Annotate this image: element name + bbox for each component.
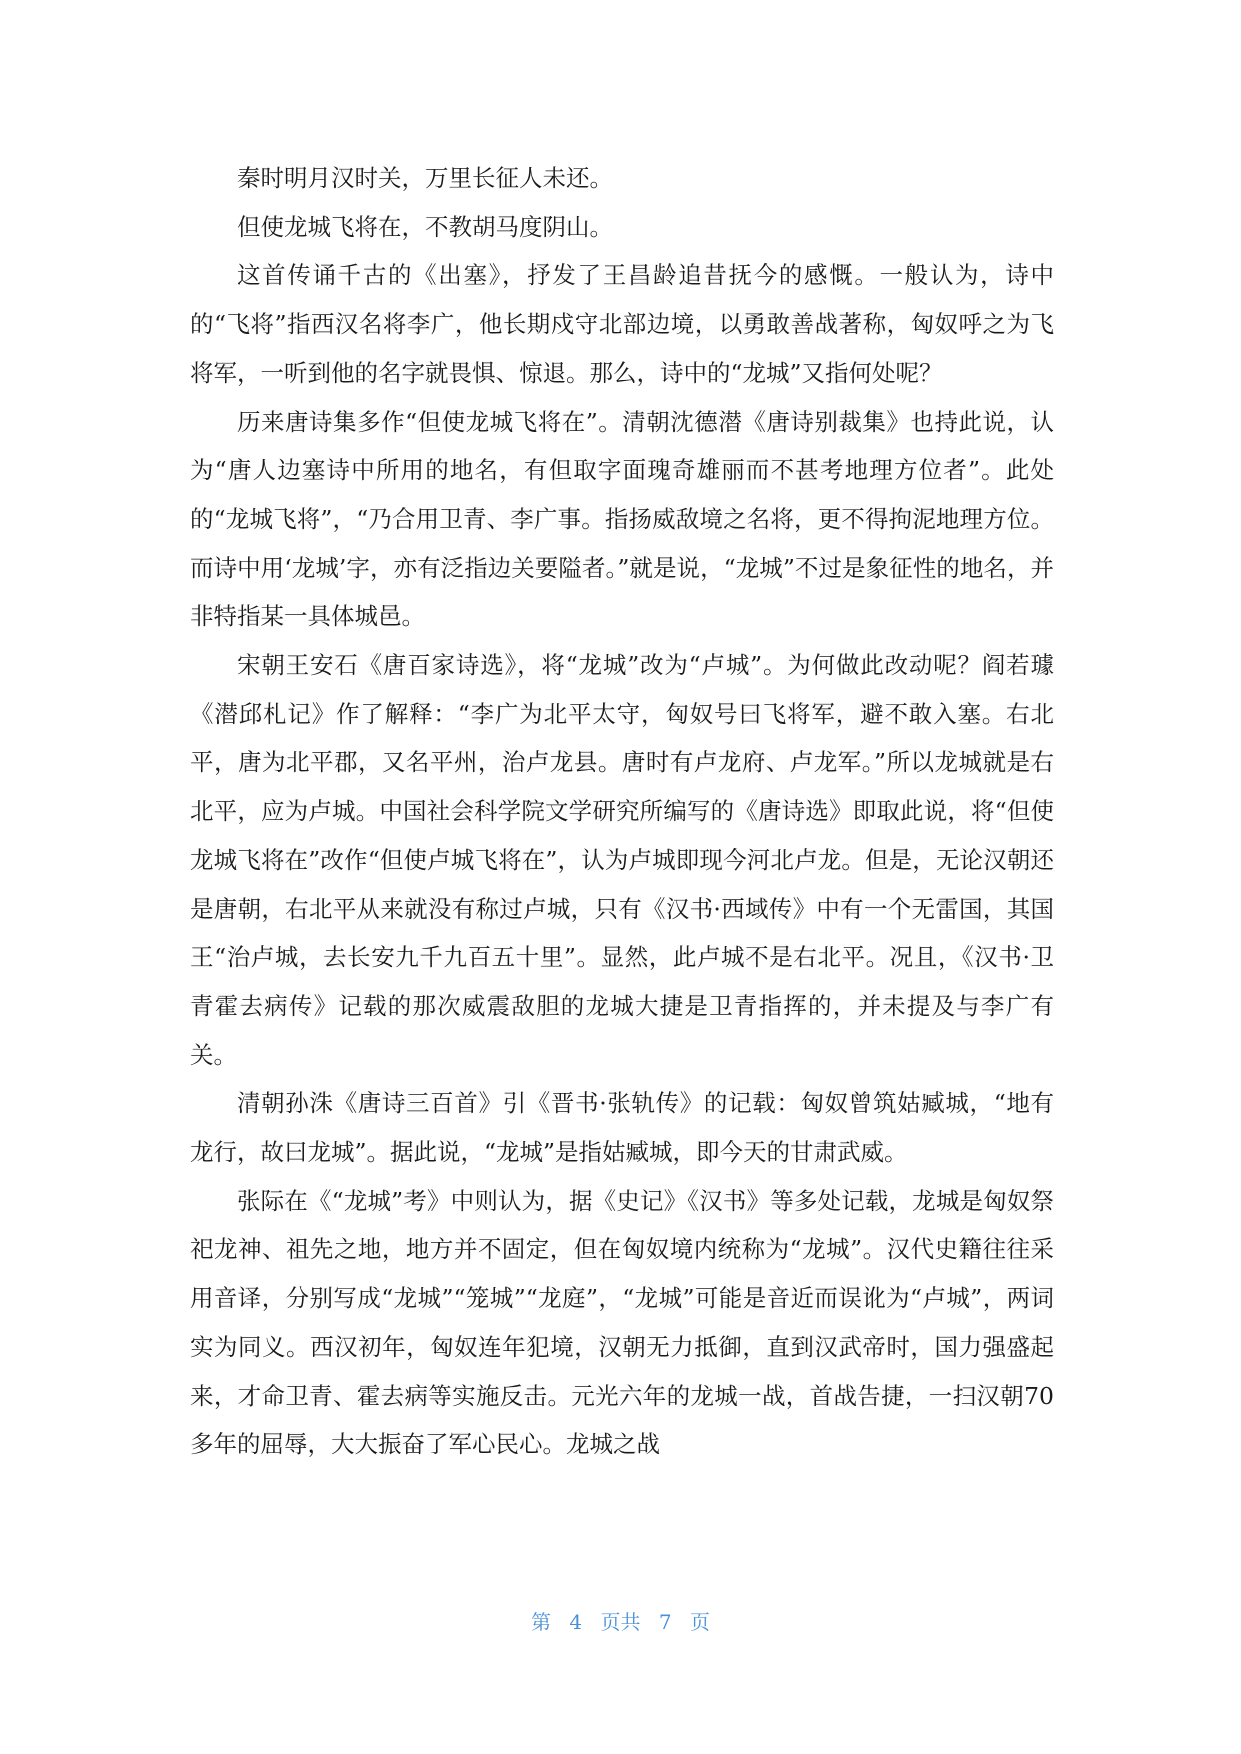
paragraph: 张际在《“龙城”考》中则认为，据《史记》《汉书》等多处记载，龙城是匈奴祭祀龙神、祖先之地，地方并不固定，但在匈奴境内统称为“龙城”。汉代史籍往往采用音译，分别写成“龙城”“笼城”“龙庭”，“龙城”可能是音近而误讹为“卢城”，两词实为同义。西汉初年，匈奴连年犯境，汉朝无力抵御，直到汉武帝时，国力强盛起来，才命卫青、霍去病等实施反击。元光六年的龙城一战，首战告捷，一扫汉朝70多年的屈辱，大大振奋了军心民心。龙城之战 [190,1186,1054,1459]
current-page-number: 4 [569,1610,583,1634]
paragraph: 秦时明月汉时关，万里长征人未还。 [237,164,613,192]
document-body [190,154,1054,1469]
footer-ye: 页 [689,1610,710,1634]
paragraph: 这首传诵千古的《出塞》，抒发了王昌龄追昔抚今的感慨。一般认为，诗中的“飞将”指西汉名将李广，他长期戍守北部边境，以勇敢善战著称，匈奴呼之为飞将军，一听到他的名字就畏惧、惊退。那么，诗中的“龙城”又指何处呢？ [190,261,1054,387]
paragraph: 历来唐诗集多作“但使龙城飞将在”。清朝沈德潜《唐诗别裁集》也持此说，认为“唐人边塞诗中所用的地名，有但取字面瑰奇雄丽而不甚考地理方位者”。此处的“龙城飞将”，“乃合用卫青、李广事。指扬威敌境之名将，更不得拘泥地理方位。而诗中用‘龙城’字，亦有泛指边关要隘者。”就是说，“龙城”不过是象征性的地名，并非特指某一具体城邑。 [190,407,1054,631]
footer-ye-gong: 页共 [600,1610,641,1634]
paragraph: 清朝孙洙《唐诗三百首》引《晋书·张轨传》的记载：匈奴曾筑姑臧城，“地有龙行，故曰龙城”。据此说，“龙城”是指姑臧城，即今天的甘肃武威。 [190,1089,1054,1167]
total-page-number: 7 [658,1610,672,1634]
page-footer [0,1606,1241,1635]
paragraph: 宋朝王安石《唐百家诗选》，将“龙城”改为“卢城”。为何做此改动呢？阎若璩《潜邱札记》作了解释：“李广为北平太守，匈奴号曰飞将军，避不敢入塞。右北平，唐为北平郡，又名平州，治卢龙县。唐时有卢龙府、卢龙军。”所以龙城就是右北平，应为卢城。中国社会科学院文学研究所编写的《唐诗选》即取此说，将“但使龙城飞将在”改作“但使卢城飞将在”，认为卢城即现今河北卢龙。但是，无论汉朝还是唐朝，右北平从来就没有称过卢城，只有《汉书·西域传》中有一个无雷国，其国王“治卢城，去长安九千九百五十里”。显然，此卢城不是右北平。况且，《汉书·卫青霍去病传》记载的那次威震敌胆的龙城大捷是卫青指挥的，并未提及与李广有关。 [190,651,1054,1069]
footer-di: 第 [531,1610,552,1634]
paragraph: 但使龙城飞将在，不教胡马度阴山。 [237,212,613,241]
